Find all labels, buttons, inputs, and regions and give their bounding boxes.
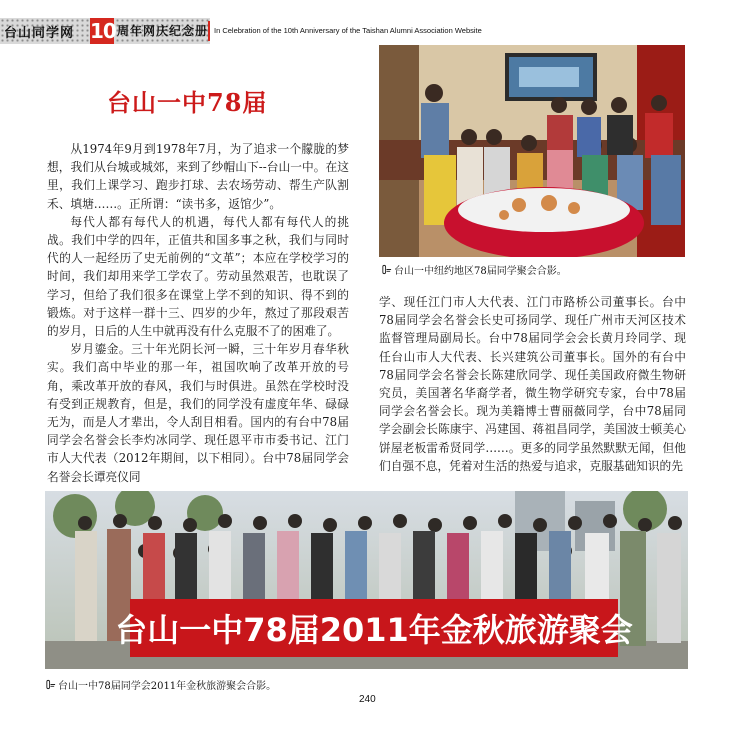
article-title: 台山一中78届 <box>107 88 268 117</box>
dinner-photo-caption <box>381 262 567 277</box>
camera-icon <box>381 264 392 275</box>
header-separator <box>208 21 210 41</box>
paragraph: 从1974年9月到1978年7月，为了追求一个朦胧的梦想，我们从台城或城郊，来到了纱帽山下--台山一中。在这里，我们上课学习、跑步打球、去农场劳动、帮生产队割禾、填塘……。正所谓：“读书多，返馆少”。 <box>47 142 349 211</box>
header-subtitle: In Celebration of the 10th Anniversary of the Taishan Alumni Association Website <box>214 26 482 35</box>
camera-icon <box>45 679 56 690</box>
header-title-part2: 周年网庆纪念册 <box>117 24 209 38</box>
group-trip-photo <box>45 491 688 669</box>
group-caption-text: 台山一中78届同学会2011年金秋旅游聚会合影。 <box>58 681 277 692</box>
article-body-right <box>379 293 686 475</box>
banner-text: 台山一中78届2011年金秋旅游聚会 <box>115 611 633 649</box>
dinner-caption-text: 台山一中纽约地区78届同学聚会合影。 <box>394 266 567 277</box>
page-header <box>0 18 730 44</box>
header-anniversary-badge: 10 <box>90 19 116 43</box>
paragraph: 学、现任江门市人大代表、江门市路桥公司董事长。台中78届同学会名誉会长史可扬同学、现任广州市天河区技术监督管理局副局长。台中78届同学会会长黄月玲同学、现任台山市人大代表、长兴建筑公司董事长。国外的有台中78届同学会名誉会长陈建欣同学、现任美国政府微生物研究员，美国著名华裔学者，微生物学研究专家，台中78届同学会名誉会长。现为美籍博士曹丽薇同学，台中78届同学会副会长陈康宇、冯建国、蒋祖昌同学，美国波士顿美心饼屋老板雷希贤同学……。更多的同学虽然默默无闻，但他们自强不息，凭着对生活的热爱与追求，克服基础知识的先 <box>379 295 686 473</box>
header-title-part1: 台山同学网 <box>4 26 75 41</box>
group-photo-caption <box>45 677 276 692</box>
paragraph: 每代人都有每代人的机遇，每代人都有每代人的挑战。我们中学的四年，正值共和国多事之秋，我们与同时代的人一起经历了史无前例的“文革”；本应在学校学习的时间，我们却用来学工学农了。劳动虽然艰苦，也耽误了学习，但给了我们很多在课堂上学不到的知识、得不到的锻炼。对于这样一群十三、四岁的少年，熬过了那段艰苦的岁月，日后的人生中就再没有什么克服不了的困难了。 <box>47 214 349 339</box>
paragraph: 岁月鎏金。三十年光阴长河一瞬，三十年岁月春华秋实。我们高中毕业的那一年，祖国吹响了改革开放的号角，乘改革开放的春风，我们与时俱进。虽然在学校时没有受到正规教育，但是，我们的同学没有虚度年华、碌碌无为，而是人才辈出，令人刮目相看。国内的有台中78届同学会名誉会长李灼冰同学、现任恩平市市委书记、江门市人大代表（2012年期间，以下相同）。台中78届同学会名誉会长谭亮仪同 <box>47 342 349 484</box>
page-number: 240 <box>359 694 376 705</box>
article-body-left <box>47 140 349 486</box>
dinner-group-photo <box>379 45 685 257</box>
